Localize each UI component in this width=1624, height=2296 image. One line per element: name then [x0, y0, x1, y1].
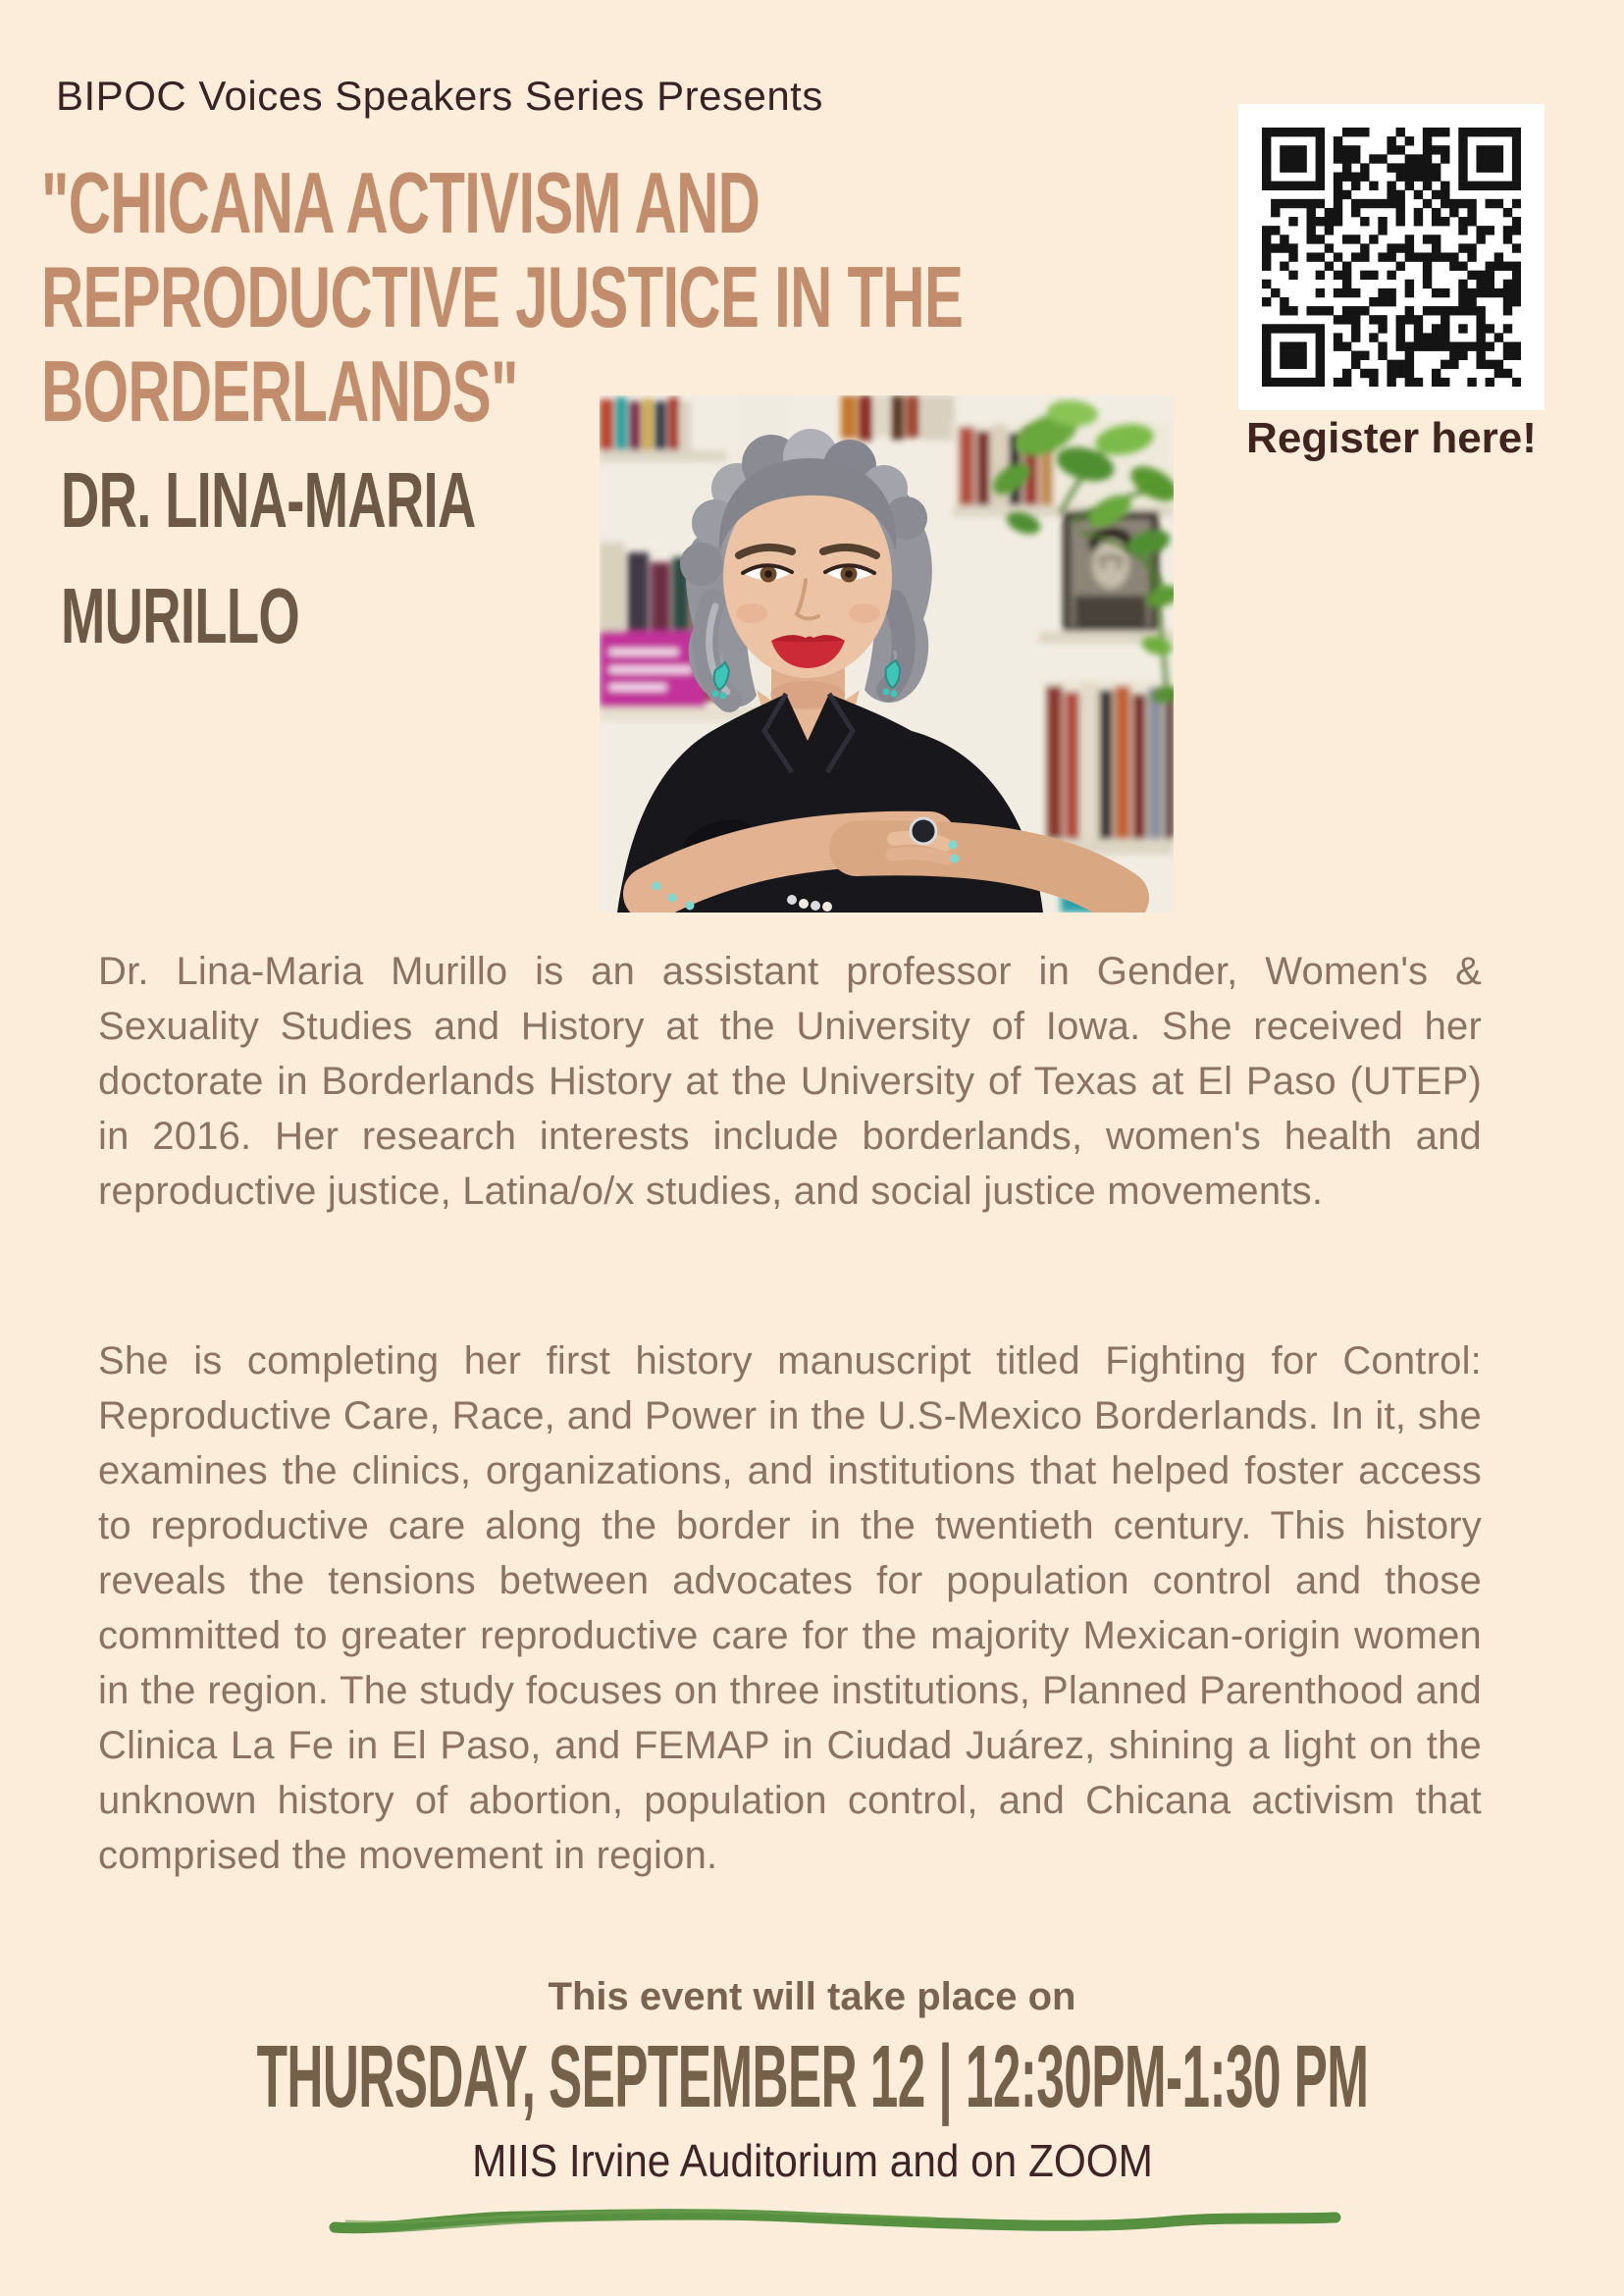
bio-paragraph-1: Dr. Lina-Maria Murillo is an assistant professor in Gender, Women's & Sexuality Studies and History at the University of Iowa. She received her doctorate in Borderlands History at the University of Texas at El Paso (UTEP) in 2016. Her research interests include borderlands, women's health and reproductive justice, Latina/o/x studies, and social justice movements.	[98, 950, 1482, 1213]
qr-register-block	[1238, 104, 1545, 410]
event-datetime	[0, 2029, 1624, 2125]
bio-paragraph-2: She is completing her first history manuscript titled Fighting for Control: Reproductive Care, Race, and Power in the U.S-Mexico Borderlands. In it, she examines the clinics, organizations, and institutions that helped foster access to reproductive care along the border in the twentieth century. This history reveals the tensions between advocates for population control and those committed to greater reproductive care for the majority Mexican-origin women in the region. The study focuses on three institutions, Planned Parenthood and Clinica La Fe in El Paso, and FEMAP in Ciudad Juárez, shining a light on the unknown history of abortion, population control, and Chicana activism that comprised the movement in region.	[98, 1339, 1482, 1877]
event-location	[0, 2134, 1624, 2187]
speaker-photo-illustration	[600, 395, 1174, 913]
speaker-name-line-1: DR. LINA-MARIA	[61, 456, 476, 544]
event-datetime-text: THURSDAY, SEPTEMBER 12 | 12:30PM-1:30 PM	[256, 2028, 1368, 2126]
talk-title-line-3: BORDERLANDS"	[41, 342, 518, 440]
register-label: Register here!	[1246, 414, 1537, 462]
speaker-name-line-2: MURILLO	[61, 572, 300, 659]
qr-code	[1262, 128, 1521, 387]
event-location-text: MIIS Irvine Auditorium and on ZOOM	[471, 2135, 1153, 2186]
talk-title-line-2: REPRODUCTIVE JUSTICE IN THE	[41, 248, 964, 345]
green-brush-underline	[327, 2204, 1343, 2237]
speaker-photo	[600, 395, 1174, 913]
talk-title-line-1: "CHICANA ACTIVISM AND	[41, 154, 760, 251]
event-intro: This event will take place on	[548, 1975, 1076, 2018]
series-header: BIPOC Voices Speakers Series Presents	[56, 73, 823, 119]
